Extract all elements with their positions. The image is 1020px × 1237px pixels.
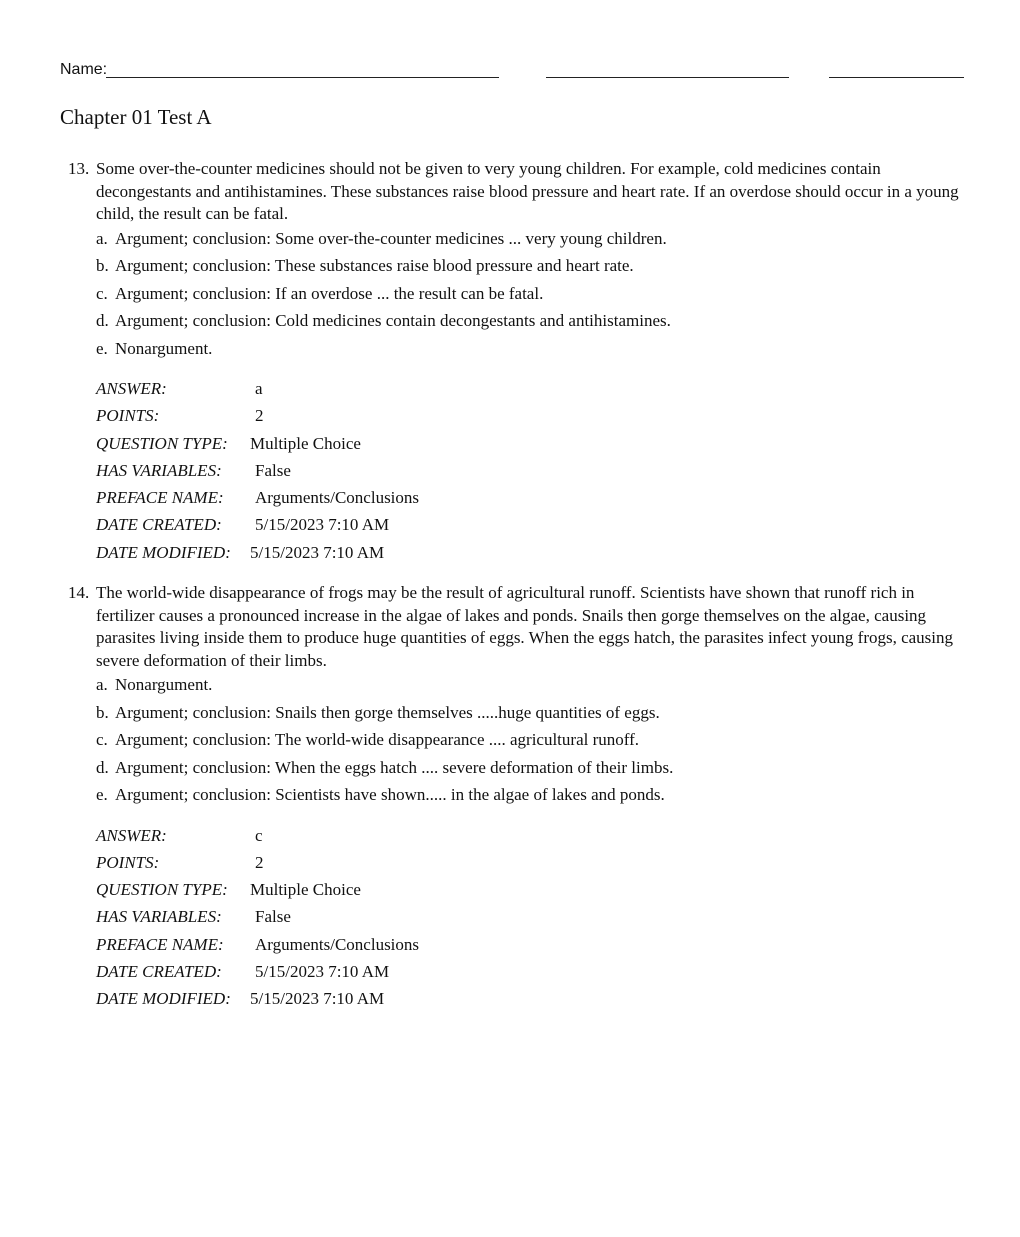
meta-label: POINTS: [96,852,160,872]
meta-value: 5/15/2023 7:10 AM [255,515,390,535]
choice-letter: a. [96,675,108,694]
meta-value: False [255,460,291,480]
name-blank-line [106,77,499,78]
choice-text: Argument; conclusion: The world-wide disappearance .... agricultural runoff. [115,730,640,749]
choice-a [96,674,960,702]
choice-text: Argument; conclusion: Snails then gorge themselves .....huge quantities of eggs. [115,702,660,722]
meta-value: Arguments/Conclusions [255,488,420,508]
meta-value: Arguments/Conclusions [255,934,420,954]
choice-letter: c. [96,283,108,303]
choice-text: Nonargument. [115,675,213,694]
choice-text: Nonargument. [115,338,213,358]
meta-value: 2 [255,406,264,426]
meta-preface-name [96,487,960,514]
name-header [60,60,965,80]
meta-label: ANSWER: [96,825,167,845]
choice-text: Argument; conclusion: Cold medicines contain decongestants and antihistamines. [115,311,671,330]
meta-value: Multiple Choice [250,433,361,453]
meta-date-created [96,961,960,988]
meta-answer [96,378,960,405]
meta-points [96,852,960,879]
meta-date-created [96,514,960,541]
blank-line-2 [546,77,789,78]
choice-text: Argument; conclusion: Some over-the-counter medicines ... very young children. [115,228,667,248]
choice-letter: b. [96,702,109,722]
chapter-title: Chapter 01 Test A [60,105,212,129]
question-13 [68,158,960,569]
meta-preface-name [96,934,960,961]
choice-text: Argument; conclusion: When the eggs hatch .... severe deformation of their limbs. [115,757,674,777]
meta-value: 2 [255,852,264,872]
meta-label: DATE MODIFIED: [96,542,231,562]
meta-question-type [96,433,960,460]
meta-value: 5/15/2023 7:10 AM [250,989,385,1009]
blank-line-3 [829,77,964,78]
question-metadata [96,378,960,569]
meta-label: DATE MODIFIED: [96,989,231,1009]
choice-c [96,283,960,311]
question-number: 13. [68,159,90,178]
question-text: The world-wide disappearance of frogs may be the result of agricultural runoff. Scientists have shown that runoff rich in fertilizer causes a pronounced increase in the algae of lakes and ponds. Snails then gorge themselves on the algae, causing parasites living inside them to produce huge quantities of eggs. When the eggs hatch, the parasites infect young frogs, causing severe deformation of their limbs. [96,583,954,670]
choice-letter: a. [96,228,108,248]
meta-label: QUESTION TYPE: [96,433,228,453]
question-text: Some over-the-counter medicines should not be given to very young children. For example, cold medicines contain decongestants and antihistamines. These substances raise blood pressure and heart rate. If an overdose should occur in a young child, the result can be fatal. [96,159,959,223]
meta-label: DATE CREATED: [96,515,222,535]
meta-value: 5/15/2023 7:10 AM [255,961,390,981]
choice-e [96,338,960,366]
meta-date-modified [96,988,960,1015]
question-stem [68,158,960,226]
meta-points [96,405,960,432]
meta-label: POINTS: [96,406,160,426]
choice-text: Argument; conclusion: These substances raise blood pressure and heart rate. [115,256,634,275]
choice-letter: c. [96,730,108,749]
choice-b [96,702,960,730]
meta-has-variables [96,460,960,487]
choice-d [96,310,960,338]
choice-text: Argument; conclusion: If an overdose ... the result can be fatal. [115,283,544,303]
name-label: Name: [60,61,108,78]
choice-text: Argument; conclusion: Scientists have shown..... in the algae of lakes and ponds. [115,785,665,804]
meta-label: HAS VARIABLES: [96,460,222,480]
meta-answer [96,825,960,852]
question-14 [68,582,960,1016]
answer-choices [96,228,960,366]
choice-b [96,255,960,283]
meta-value: c [255,825,263,845]
meta-value: Multiple Choice [250,880,361,900]
meta-label: PREFACE NAME: [96,934,224,954]
meta-value: a [255,379,263,398]
meta-has-variables [96,906,960,933]
choice-c [96,729,960,757]
question-number: 14. [68,583,90,602]
choice-e [96,784,960,812]
meta-label: DATE CREATED: [96,961,222,981]
choice-letter: b. [96,256,109,275]
choice-d [96,757,960,785]
choice-a [96,228,960,256]
choice-letter: d. [96,311,109,330]
question-stem [68,582,960,672]
meta-question-type [96,879,960,906]
choice-letter: e. [96,338,108,358]
meta-date-modified [96,542,960,569]
meta-label: ANSWER: [96,379,167,398]
answer-choices [96,674,960,812]
question-metadata [96,825,960,1016]
meta-label: PREFACE NAME: [96,488,224,508]
choice-letter: e. [96,785,108,804]
meta-label: QUESTION TYPE: [96,880,228,900]
choice-letter: d. [96,757,109,777]
meta-value: 5/15/2023 7:10 AM [250,542,385,562]
meta-value: False [255,907,291,927]
meta-label: HAS VARIABLES: [96,907,222,927]
